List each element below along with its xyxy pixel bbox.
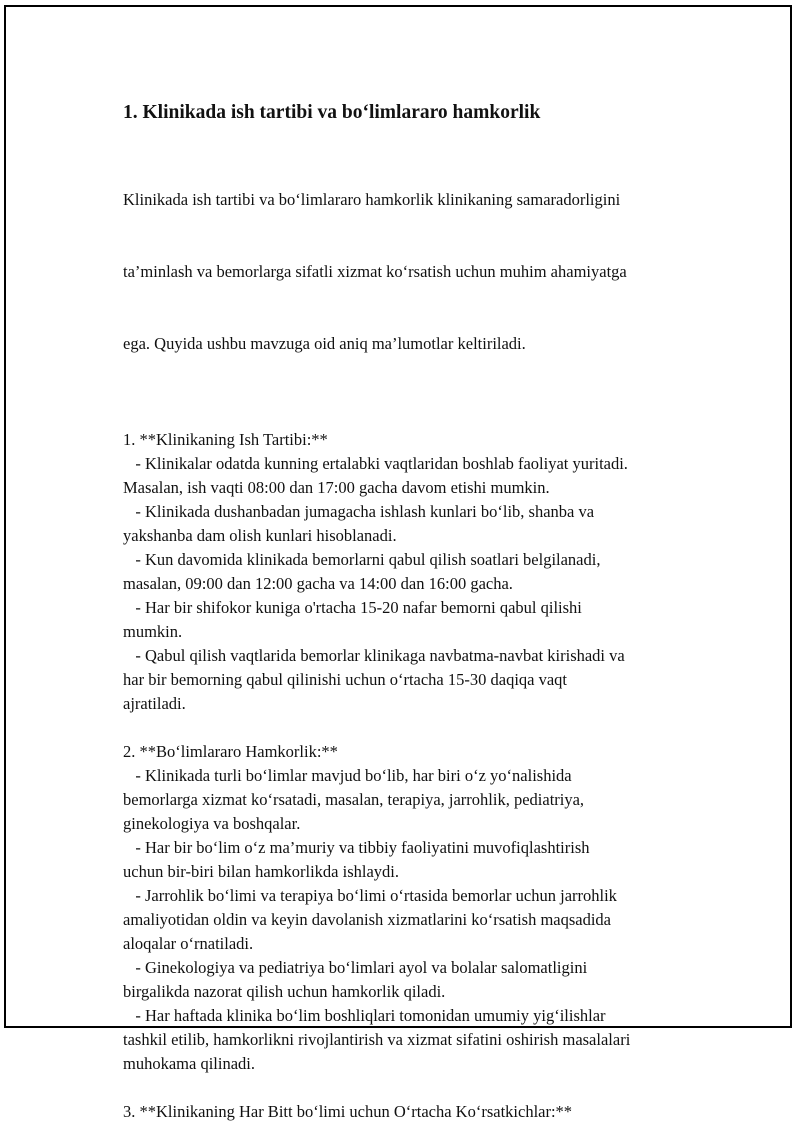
list-item xyxy=(123,452,723,500)
bullet-line: birgalikda nazorat qilish uchun hamkorlik qiladi. xyxy=(123,982,446,1001)
bullet-line: mumkin. xyxy=(123,622,183,641)
document-body xyxy=(123,100,723,1124)
bullet-line: - Qabul qilish vaqtlarida bemorlar klinikaga navbatma-navbat kirishadi va xyxy=(123,646,625,665)
section-title: 3. **Klinikaning Har Bitt bo‘limi uchun O‘rtacha Ko‘rsatkichlar:** xyxy=(123,1102,573,1121)
bullet-line: - Har bir shifokor kuniga o'rtacha 15-20 nafar bemorni qabul qilishi xyxy=(123,598,582,617)
list-item xyxy=(123,1004,723,1076)
bullet-line: yakshanba dam olish kunlari hisoblanadi. xyxy=(123,526,397,545)
bullet-line: - Kun davomida klinikada bemorlarni qabul qilish soatlari belgilanadi, xyxy=(123,550,601,569)
list-item xyxy=(123,764,723,836)
bullet-line: amaliyotidan oldin va keyin davolanish xizmatlarini ko‘rsatish maqsadida xyxy=(123,910,612,929)
list-item xyxy=(123,644,723,716)
list-item xyxy=(123,596,723,644)
bullet-line: bemorlarga xizmat ko‘rsatadi, masalan, terapiya, jarrohlik, pediatriya, xyxy=(123,790,585,809)
bullet-line: - Jarrohlik bo‘limi va terapiya bo‘limi o‘rtasida bemorlar uchun jarrohlik xyxy=(123,886,617,905)
bullet-line: - Klinikada turli bo‘limlar mavjud bo‘lib, har biri o‘z yo‘nalishida xyxy=(123,766,572,785)
bullet-line: - Ginekologiya va pediatriya bo‘limlari ayol va bolalar salomatligini xyxy=(123,958,588,977)
bullet-line: Masalan, ish vaqti 08:00 dan 17:00 gacha davom etishi mumkin. xyxy=(123,478,550,497)
bullet-line: - Klinikalar odatda kunning ertalabki vaqtlaridan boshlab faoliyat yuritadi. xyxy=(123,454,628,473)
bullet-line: - Har haftada klinika bo‘lim boshliqlari tomonidan umumiy yig‘ilishlar xyxy=(123,1006,606,1025)
bullet-line: ginekologiya va boshqalar. xyxy=(123,814,301,833)
section-department-indicators xyxy=(123,1100,723,1124)
bullet-line: masalan, 09:00 dan 12:00 gacha va 14:00 dan 16:00 gacha. xyxy=(123,574,513,593)
list-item xyxy=(123,884,723,956)
section-work-schedule xyxy=(123,428,723,716)
section-title: 1. **Klinikaning Ish Tartibi:** xyxy=(123,430,328,449)
bullet-line: - Har bir bo‘lim o‘z ma’muriy va tibbiy faoliyatini muvofiqlashtirish xyxy=(123,838,590,857)
page-frame xyxy=(4,5,792,1121)
list-item xyxy=(123,548,723,596)
bullet-line: aloqalar o‘rnatiladi. xyxy=(123,934,254,953)
list-item xyxy=(123,836,723,884)
section-interdepartmental-cooperation xyxy=(123,740,723,1076)
bullet-line: muhokama qilinadi. xyxy=(123,1054,255,1073)
bullet-line: uchun bir-biri bilan hamkorlikda ishlaydi. xyxy=(123,862,399,881)
list-item xyxy=(123,500,723,548)
section-title: 2. **Bo‘limlararo Hamkorlik:** xyxy=(123,742,338,761)
page-title: 1. Klinikada ish tartibi va bo‘limlararo hamkorlik xyxy=(123,102,541,123)
intro-paragraph xyxy=(123,140,723,404)
intro-line: Klinikada ish tartibi va bo‘limlararo hamkorlik klinikaning samaradorligini xyxy=(123,190,621,209)
bullet-line: ajratiladi. xyxy=(123,694,186,713)
list-item xyxy=(123,956,723,1004)
bullet-line: har bir bemorning qabul qilinishi uchun o‘rtacha 15-30 daqiqa vaqt xyxy=(123,670,568,689)
bullet-line: tashkil etilib, hamkorlikni rivojlantirish va xizmat sifatini oshirish masalalari xyxy=(123,1030,631,1049)
intro-line: ega. Quyida ushbu mavzuga oid aniq ma’lumotlar keltiriladi. xyxy=(123,334,526,353)
intro-line: ta’minlash va bemorlarga sifatli xizmat ko‘rsatish uchun muhim ahamiyatga xyxy=(123,262,627,281)
bullet-line: - Klinikada dushanbadan jumagacha ishlash kunlari bo‘lib, shanba va xyxy=(123,502,595,521)
